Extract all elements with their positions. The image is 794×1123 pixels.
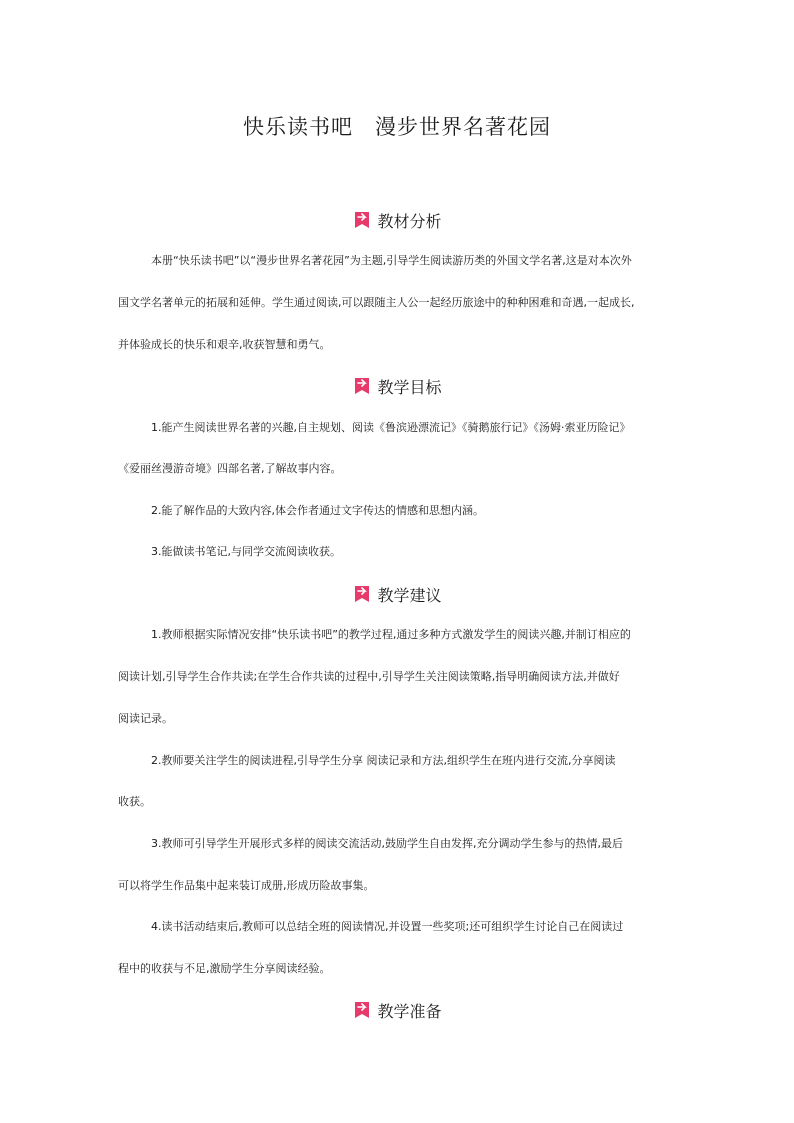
paragraph-line: 本册“快乐读书吧”以“漫步世界名著花园”为主题,引导学生阅读游历类的外国文学名著,这是对本次外 bbox=[118, 254, 632, 267]
section-heading-text: 教学准备 bbox=[377, 1001, 442, 1021]
paragraph-line: 4.读书活动结束后,教师可以总结全班的阅读情况,并设置一些奖项;还可组织学生讨论自己在阅读过 bbox=[118, 920, 624, 933]
paragraph-line: 国文学名著单元的拓展和延伸。学生通过阅读,可以跟随主人公一起经历旅途中的种种困难和奇遇,一起成长, bbox=[118, 296, 635, 309]
paragraph-line: 程中的收获与不足,激励学生分享阅读经验。 bbox=[118, 962, 331, 975]
section-heading-text: 教学目标 bbox=[377, 377, 442, 397]
paragraph-line: 并体验成长的快乐和艰辛,收获智慧和勇气。 bbox=[118, 338, 331, 351]
bookmark-arrow-icon bbox=[352, 1000, 372, 1020]
paragraph-line: 阅读记录。 bbox=[118, 712, 173, 725]
section-heading-teaching-goals bbox=[0, 373, 794, 399]
section-heading-teaching-suggestions bbox=[0, 581, 794, 607]
paragraph-line: 2.能了解作品的大致内容,体会作者通过文字传达的情感和思想内涵。 bbox=[118, 504, 484, 517]
paragraph-line: 2.教师要关注学生的阅读进程,引导学生分享 阅读记录和方法,组织学生在班内进行交流,分享阅读 bbox=[118, 754, 616, 767]
paragraph-line: 收获。 bbox=[118, 795, 151, 808]
paragraph-line: 3.能做读书笔记,与同学交流阅读收获。 bbox=[118, 545, 341, 558]
section-heading-text: 教材分析 bbox=[377, 211, 442, 231]
paragraph-line: 可以将学生作品集中起来装订成册,形成历险故事集。 bbox=[118, 879, 375, 892]
bookmark-arrow-icon bbox=[352, 210, 372, 230]
section-heading-teaching-preparation bbox=[0, 997, 794, 1023]
page-title: 快乐读书吧 漫步世界名著花园 bbox=[243, 115, 551, 139]
bookmark-arrow-icon bbox=[352, 584, 372, 604]
bookmark-arrow-icon bbox=[352, 376, 372, 396]
paragraph-line: 3.教师可引导学生开展形式多样的阅读交流活动,鼓励学生自由发挥,充分调动学生参与的热情,最后 bbox=[118, 837, 623, 850]
section-heading-text: 教学建议 bbox=[377, 585, 442, 605]
paragraph-line: 《爱丽丝漫游奇境》四部名著,了解故事内容。 bbox=[118, 462, 342, 475]
paragraph-line: 1.能产生阅读世界名著的兴趣,自主规划、阅读《鲁滨逊漂流记》《骑鹅旅行记》《汤姆·索亚历险记》 bbox=[118, 421, 631, 434]
section-heading-materials-analysis bbox=[0, 207, 794, 233]
paragraph-line: 阅读计划,引导学生合作共读;在学生合作共读的过程中,引导学生关注阅读策略,指导明确阅读方法,并做好 bbox=[118, 670, 620, 683]
paragraph-line: 1.教师根据实际情况安排“快乐读书吧”的教学过程,通过多种方式激发学生的阅读兴趣,并制订相应的 bbox=[118, 628, 631, 641]
